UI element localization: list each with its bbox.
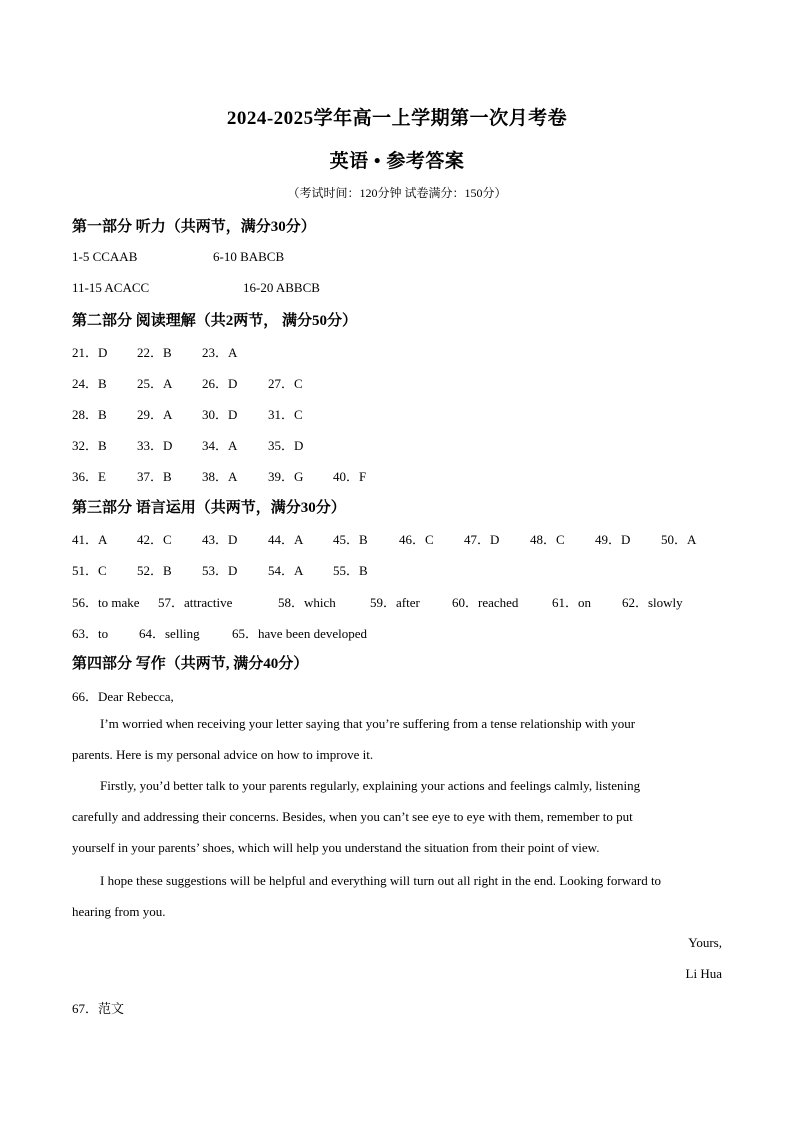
answer-item: 26．D xyxy=(202,376,238,391)
answer-item: 46．C xyxy=(399,532,434,547)
document-title: 2024-2025学年高一上学期第一次月考卷 xyxy=(226,108,568,129)
answer-item: 53．D xyxy=(202,563,238,578)
answer-item: 56．to make xyxy=(72,595,140,610)
document-subtitle: 英语 • 参考答案 xyxy=(329,151,465,172)
answer-item: 38．A xyxy=(202,469,238,484)
letter-signature: Li Hua xyxy=(685,966,722,981)
answer-item: 62．slowly xyxy=(622,595,683,610)
answer-item: 65．have been developed xyxy=(232,626,368,641)
part1-heading: 第一部分 听力（共两节，满分30分） xyxy=(72,219,316,235)
answer-item: 24．B xyxy=(72,376,107,391)
answer-item: 61．on xyxy=(552,595,592,610)
part4-heading: 第四部分 写作（共两节, 满分40分） xyxy=(72,656,309,672)
answer-item: 22．B xyxy=(137,345,172,360)
letter-salutation: 66．Dear Rebecca, xyxy=(72,689,174,704)
answer-item: 50．A xyxy=(661,532,697,547)
answer-item: 54．A xyxy=(268,563,304,578)
answer-item: 30．D xyxy=(202,407,238,422)
answer-item: 49．D xyxy=(595,532,631,547)
answer-group: 1-5 CCAAB xyxy=(72,249,138,264)
exam-info: （考试时间：120分钟 试卷满分：150分） xyxy=(287,186,507,200)
letter-line: hearing from you. xyxy=(72,904,166,919)
answer-item: 37．B xyxy=(137,469,172,484)
letter-line: I hope these suggestions will be helpful and everything will turn out all right in the end. Looking forward to xyxy=(100,873,662,888)
answer-item: 34．A xyxy=(202,438,238,453)
part2-heading: 第二部分 阅读理解（共2两节， 满分50分） xyxy=(72,313,358,329)
answer-item: 25．A xyxy=(137,376,173,391)
answer-item: 32．B xyxy=(72,438,107,453)
letter-paragraph-3 xyxy=(72,865,722,927)
answer-item: 42．C xyxy=(137,532,172,547)
answer-item: 23．A xyxy=(202,345,238,360)
answer-group: 11-15 ACACC xyxy=(72,280,150,295)
letter-closing: Yours, xyxy=(688,935,722,950)
answer-item: 63．to xyxy=(72,626,109,641)
letter-line: carefully and addressing their concerns. Besides, when you can’t see eye to eye with them, remember to put xyxy=(72,809,633,824)
letter-paragraph-1 xyxy=(72,708,722,770)
answer-item: 64．selling xyxy=(139,626,200,641)
answer-item: 36．E xyxy=(72,469,106,484)
answer-item: 39．G xyxy=(268,469,304,484)
letter-line: I’m worried when receiving your letter saying that you’re suffering from a tense relationship with your xyxy=(100,716,636,731)
answer-item: 43．D xyxy=(202,532,238,547)
answer-item: 35．D xyxy=(268,438,304,453)
answer-item: 28．B xyxy=(72,407,107,422)
part3-heading: 第三部分 语言运用（共两节，满分30分） xyxy=(72,500,346,516)
answer-item: 41．A xyxy=(72,532,108,547)
letter-line: parents. Here is my personal advice on how to improve it. xyxy=(72,747,374,762)
answer-item: 47．D xyxy=(464,532,500,547)
answer-item: 60．reached xyxy=(452,595,519,610)
answer-item: 27．C xyxy=(268,376,303,391)
q67-label: 67．范文 xyxy=(72,1001,125,1016)
answer-item: 57．attractive xyxy=(158,595,233,610)
answer-group: 16-20 ABBCB xyxy=(243,280,320,295)
answer-item: 59．after xyxy=(370,595,420,610)
answer-item: 52．B xyxy=(137,563,172,578)
answer-item: 51．C xyxy=(72,563,107,578)
answer-item: 29．A xyxy=(137,407,173,422)
letter-line: Firstly, you’d better talk to your parents regularly, explaining your actions and feelings calmly, listening xyxy=(100,778,641,793)
answer-item: 31．C xyxy=(268,407,303,422)
answer-item: 58．which xyxy=(278,595,336,610)
answer-group: 6-10 BABCB xyxy=(213,249,285,264)
answer-item: 21．D xyxy=(72,345,108,360)
answer-item: 45．B xyxy=(333,532,368,547)
answer-item: 55．B xyxy=(333,563,368,578)
answer-item: 44．A xyxy=(268,532,304,547)
letter-paragraph-2 xyxy=(72,770,722,863)
answer-item: 33．D xyxy=(137,438,173,453)
letter-line: yourself in your parents’ shoes, which will help you understand the situation from their point of view. xyxy=(72,840,600,855)
answer-item: 48．C xyxy=(530,532,565,547)
answer-item: 40．F xyxy=(333,469,367,484)
